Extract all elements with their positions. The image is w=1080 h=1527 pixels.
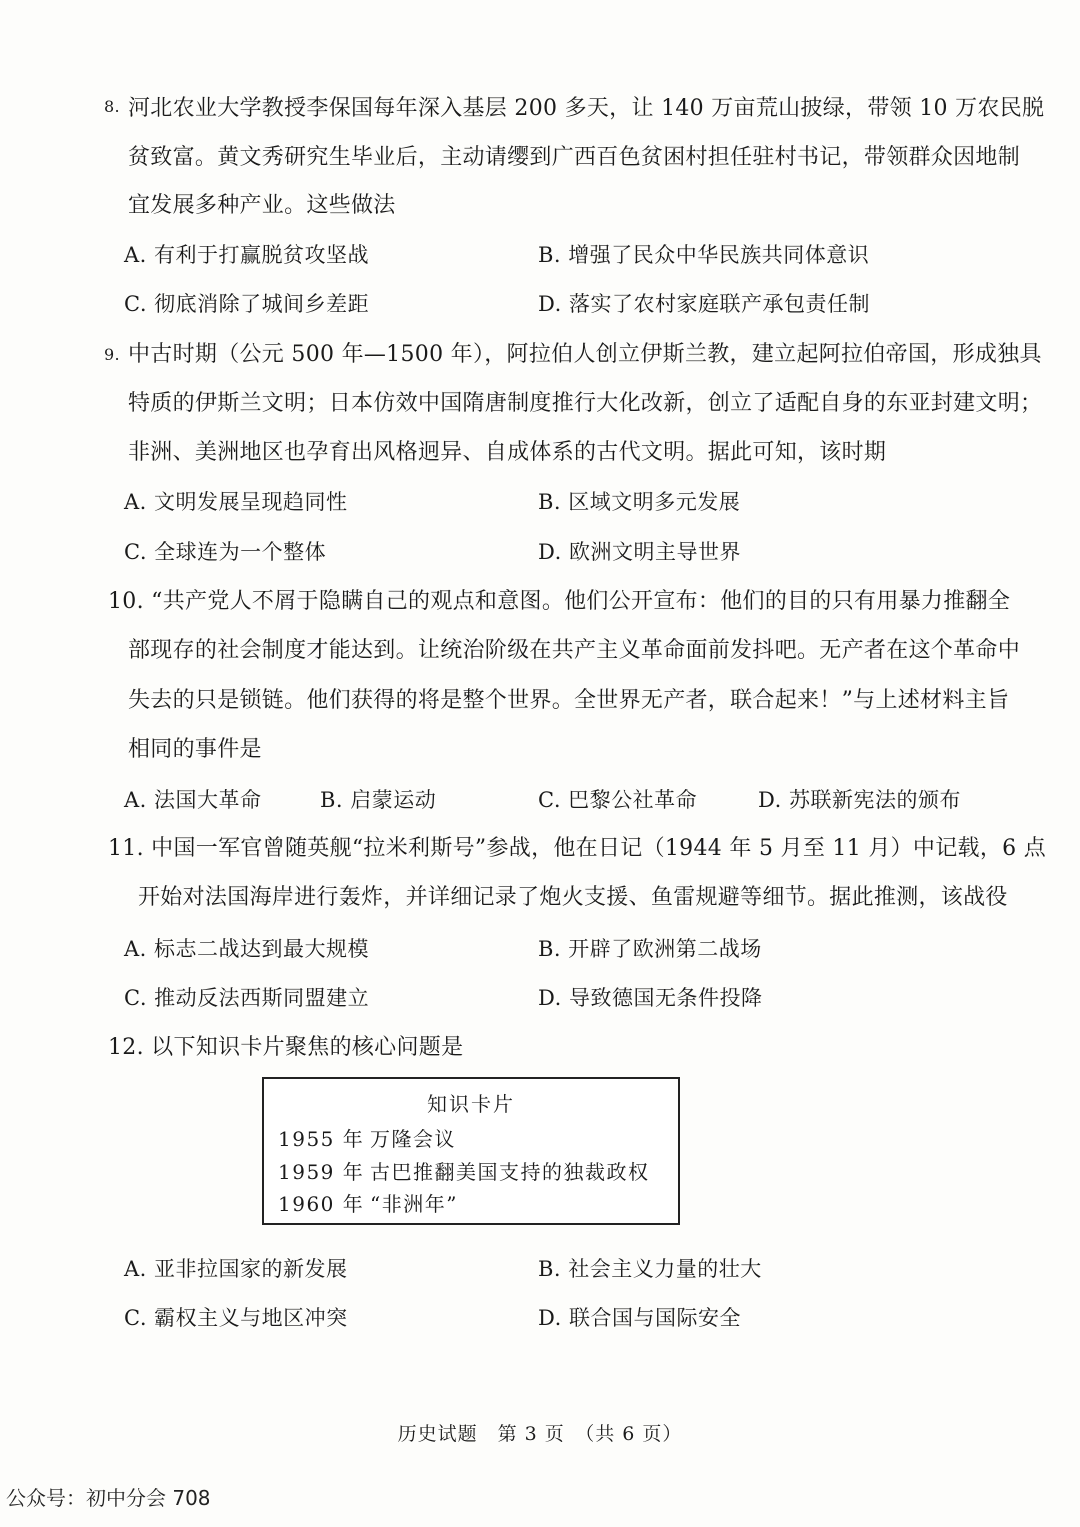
card-year: 1959 年 [278,1160,365,1184]
option-a: A. 法国大革命 [124,788,262,812]
question-text-line: 河北农业大学教授李保国每年深入基层 200 多天，让 140 万亩荒山披绿，带领 10 万农民脱 [128,96,1045,121]
page-footer: 历史试题 第 3 页 （共 6 页） [397,1423,683,1445]
option-b: B. 增强了民众中华民族共同体意识 [538,243,870,267]
question-text-line: 12. 以下知识卡片聚焦的核心问题是 [108,1035,464,1060]
option-d: D. 导致德国无条件投降 [538,986,763,1010]
option-a: A. 有利于打赢脱贫攻坚战 [124,243,370,267]
option-d: D. 欧洲文明主导世界 [538,540,741,564]
option-b: B. 启蒙运动 [320,788,437,812]
option-d: D. 落实了农村家庭联产承包责任制 [538,292,870,316]
option-b: B. 开辟了欧洲第二战场 [538,937,762,961]
option-a: A. 标志二战达到最大规模 [124,937,370,961]
question-text-line: 开始对法国海岸进行轰炸，并详细记录了炮火支援、鱼雷规避等细节。据此推测，该战役 [138,885,1008,910]
question-text-line: 贫致富。黄文秀研究生毕业后，主动请缨到广西百色贫困村担任驻村书记，带领群众因地制 [128,145,1021,170]
question-text-line: 特质的伊斯兰文明；日本仿效中国隋唐制度推行大化改新，创立了适配自身的东亚封建文明； [128,391,1043,416]
option-a: A. 文明发展呈现趋同性 [124,490,348,514]
option-c: C. 霸权主义与地区冲突 [124,1306,348,1330]
option-d: D. 联合国与国际安全 [538,1306,741,1330]
question-text-line: 相同的事件是 [128,737,262,762]
question-text-line: 中古时期（公元 500 年—1500 年），阿拉伯人创立伊斯兰教，建立起阿拉伯帝国，形成独具 [128,342,1042,367]
question-number: 9. [104,345,120,364]
question-text-line: 失去的只是锁链。他们获得的将是整个世界。全世界无产者，联合起来！”与上述材料主旨 [128,688,1010,713]
card-event: “非洲年” [370,1192,458,1216]
card-year: 1960 年 [278,1192,365,1216]
card-event: 万隆会议 [370,1127,456,1151]
watermark-text: 公众号：初中分会 708 [6,1486,211,1510]
card-row [278,1191,458,1217]
card-title: 知识卡片 [427,1092,515,1116]
option-c: C. 彻底消除了城间乡差距 [124,292,370,316]
question-text-line: 宜发展多种产业。这些做法 [128,193,396,218]
option-d: D. 苏联新宪法的颁布 [758,788,961,812]
card-year: 1955 年 [278,1127,365,1151]
card-row [278,1126,456,1152]
option-b: B. 社会主义力量的壮大 [538,1257,762,1281]
knowledge-card [262,1077,680,1225]
option-c: C. 巴黎公社革命 [538,788,698,812]
option-a: A. 亚非拉国家的新发展 [124,1257,348,1281]
option-b: B. 区域文明多元发展 [538,490,741,514]
question-text-line: 10. “共产党人不屑于隐瞒自己的观点和意图。他们公开宣布：他们的目的只有用暴力推翻全 [108,589,1011,614]
question-text-line: 11. 中国一军官曾随英舰“拉米利斯号”参战，他在日记（1944 年 5 月至 11 月）中记载，6 点 [108,836,1047,861]
option-c: C. 推动反法西斯同盟建立 [124,986,370,1010]
question-text-line: 非洲、美洲地区也孕育出风格迥异、自成体系的古代文明。据此可知，该时期 [128,440,887,465]
question-text-line: 部现存的社会制度才能达到。让统治阶级在共产主义革命面前发抖吧。无产者在这个革命中 [128,638,1021,663]
card-row [278,1159,650,1185]
option-c: C. 全球连为一个整体 [124,540,327,564]
question-number: 8. [104,97,120,116]
card-event: 古巴推翻美国支持的独裁政权 [370,1160,650,1184]
